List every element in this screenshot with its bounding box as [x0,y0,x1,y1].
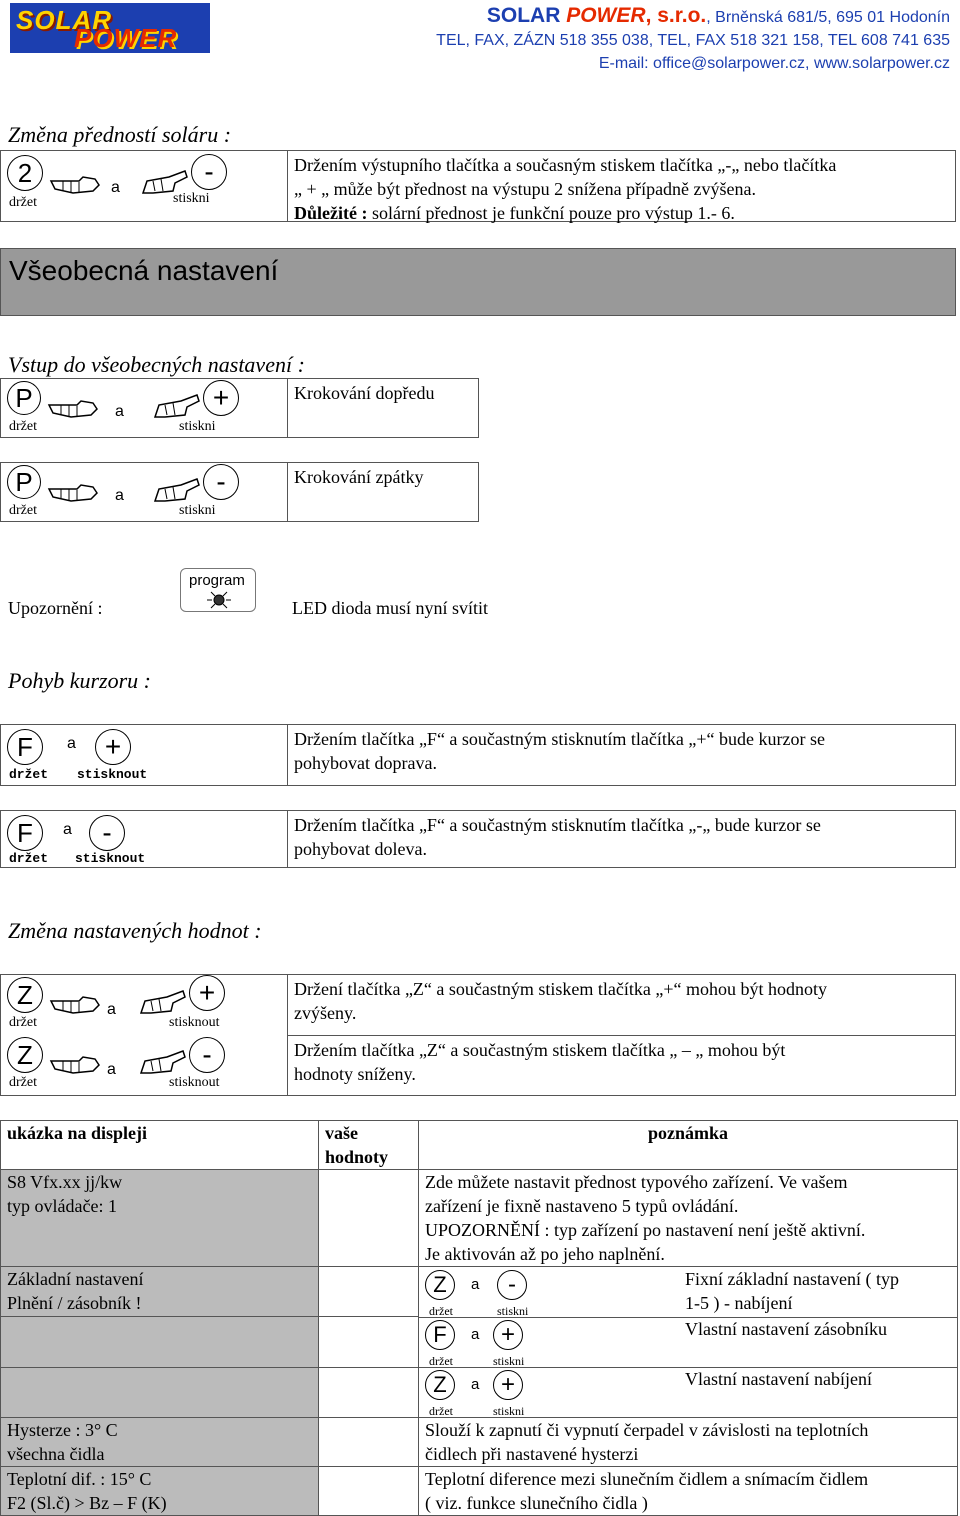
and-label: a [111,179,120,196]
cursor-left-description [287,810,956,868]
hand-hold-icon [49,993,101,1015]
sub-options-cell [419,1267,958,1418]
value-cell[interactable] [319,1418,419,1467]
col-header-values [319,1121,419,1170]
key-z-icon: Z [425,1270,455,1300]
hold-label: držet [429,1354,453,1368]
key-f-icon: F [7,729,43,765]
cursor-right-line-2: pohybovat doprava. [294,753,437,773]
logo-text-power: POWER [74,23,178,53]
section-heading-solar-priority: Změna předností soláru : [8,122,232,147]
value-cell[interactable] [319,1170,419,1267]
key-p-icon: P [7,381,41,415]
cursor-right-description [287,724,956,786]
company-name [487,4,950,28]
display-cell [1,1317,319,1367]
hold-label: držet [9,419,37,434]
company-email[interactable]: E-mail: office@solarpower.cz, www.solarpower.cz [598,55,950,72]
entry-forward-text: Krokování dopředu [287,378,479,438]
display-line: Základní nastavení [7,1269,144,1289]
hold-label: držet [429,1404,453,1418]
key-plus-icon: + [189,975,225,1011]
sub-option-text [685,1367,872,1391]
and-label: a [115,487,124,504]
hold-label: držet [9,1075,37,1090]
press-label: stiskni [493,1404,525,1418]
table-row [1,1467,958,1516]
sub-option-text [685,1317,887,1341]
important-label: Důležité : [294,203,368,223]
key-z-icon: Z [7,977,43,1013]
sub-option-line: Vlastní nastavení nabíjení [685,1369,872,1389]
hold-label: držet [9,767,49,782]
and-label: a [107,1061,116,1078]
company-solar: SOLAR [486,4,561,27]
values-keys-cell [0,974,288,1096]
sub-option-line: 1-5 ) - nabíjení [685,1293,793,1313]
hand-hold-icon [47,397,99,419]
led-icon [205,589,233,611]
hand-hold-icon [49,1053,101,1075]
company-power: POWER [566,4,646,27]
values-decrease-description [287,1035,956,1096]
notice-label: Upozornění : [8,598,103,618]
cursor-left-keys-cell [0,810,288,868]
cursor-left-line-1: Držením tlačítka „F“ a součastným stisknutím tlačítka „-„ bude kurzor se [294,815,821,835]
col-header-values-l1: vaše [325,1123,358,1143]
hold-label: držet [429,1304,453,1318]
table-row [1,1267,958,1317]
key-p-icon: P [7,465,41,499]
key-z-icon: Z [7,1037,43,1073]
hand-press-icon [151,393,203,419]
table-row [1,1418,958,1467]
value-cell[interactable] [319,1467,419,1516]
hold-label: držet [9,1015,37,1030]
solar-priority-keys-cell [0,150,288,222]
program-button-label: program [189,572,245,589]
and-label: a [471,1326,480,1343]
display-line: Hysterze : 3° C [7,1420,118,1440]
hand-hold-icon [49,173,101,195]
and-label: a [471,1276,480,1293]
sub-option-line: Fixní základní nastavení ( typ [685,1269,899,1289]
values-decrease-line-2: hodnoty sníženy. [294,1064,416,1084]
hand-press-icon [151,477,203,503]
and-label: a [67,735,76,752]
press-label: stiskni [497,1304,529,1318]
note-line: UPOZORNĚNÍ : typ zařízení po nastavení není ještě aktivní. [425,1220,866,1240]
key-plus-icon: + [95,729,131,765]
program-button [180,568,256,612]
note-line: ( viz. funkce slunečního čidla ) [425,1493,648,1513]
hand-hold-icon [47,481,99,503]
hold-label: držet [9,851,49,866]
value-cell[interactable] [319,1367,419,1417]
display-cell [1,1467,319,1516]
table-row [1,1170,958,1267]
solar-priority-line-1: Držením výstupního tlačítka a současným stiskem tlačítka „-„ nebo tlačítka [294,155,837,175]
hold-label: držet [9,503,37,518]
table-header-row [1,1121,958,1170]
key-plus-icon: + [493,1370,523,1400]
key-minus-icon: - [497,1270,527,1300]
press-label: stiskni [179,503,216,518]
key-minus-icon: - [89,815,125,851]
display-line: F2 (Sl.č) > Bz – F (K) [7,1493,167,1513]
cursor-left-line-2: pohybovat doleva. [294,839,427,859]
press-label: stiskni [173,191,210,206]
display-cell [1,1418,319,1467]
values-increase-description [287,974,956,1036]
company-suffix: , s.r.o. [645,4,707,27]
values-increase-line-2: zvýšeny. [294,1003,357,1023]
col-header-values-l2: hodnoty [325,1147,389,1167]
note-line: čidlech při nastavené hysterzi [425,1444,639,1464]
section-heading-cursor: Pohyb kurzoru : [8,668,151,693]
display-cell [1,1170,319,1267]
press-label: stisknout [169,1075,220,1090]
key-minus-icon: - [203,464,239,500]
display-line: typ ovládače: 1 [7,1196,117,1216]
and-label: a [471,1376,480,1393]
cursor-right-keys-cell [0,724,288,786]
key-minus-icon: - [189,1037,225,1073]
important-text: solární přednost je funkční pouze pro výstup 1.- 6. [367,203,735,223]
press-label: stiskni [493,1354,525,1368]
cursor-right-line-1: Držením tlačítka „F“ a součastným stisknutím tlačítka „+“ bude kurzor se [294,729,825,749]
note-line: Teplotní diference mezi slunečním čidlem a snímacím čidlem [425,1469,869,1489]
note-cell [419,1467,958,1516]
key-2-icon: 2 [7,155,43,191]
note-line: Je aktivován až po jeho naplnění. [425,1244,665,1264]
values-increase-line-1: Držení tlačítka „Z“ a součastným stiskem tlačítka „+“ mohou být hodnoty [294,979,828,999]
and-label: a [63,821,72,838]
note-cell [419,1418,958,1467]
hand-press-icon [137,1049,189,1075]
sub-option-text [685,1267,899,1315]
display-line: Plnění / zásobník ! [7,1293,142,1313]
solar-priority-description [287,150,956,222]
company-address: , Brněnská 681/5, 695 01 Hodonín [706,9,950,26]
value-cell[interactable] [319,1267,419,1317]
note-line: Zde můžete nastavit přednost typového zařízení. Ve vašem [425,1172,848,1192]
key-minus-icon: - [191,154,227,190]
company-phones: TEL, FAX, ZÁZN 518 355 038, TEL, FAX 518 321 158, TEL 608 741 635 [436,32,950,49]
display-line: S8 Vfx.xx jj/kw [7,1172,123,1192]
display-cell [1,1367,319,1417]
value-cell[interactable] [319,1317,419,1367]
press-label: stisknout [169,1015,220,1030]
solar-priority-line-2: „ + „ může být přednost na výstupu 2 snížena případně zvýšena. [294,179,757,199]
key-plus-icon: + [203,380,239,416]
general-settings-title: Všeobecná nastavení [9,255,279,286]
entry-back-keys-cell [0,462,288,522]
key-plus-icon: + [493,1320,523,1350]
sub-option-fixed [419,1267,957,1318]
display-cell [1,1267,319,1317]
col-header-note: poznámka [419,1121,958,1170]
note-line: Slouží k zapnutí či vypnutí čerpadel v závislosti na teplotních [425,1420,869,1440]
hand-press-icon [137,989,189,1015]
settings-table [0,1120,958,1516]
sub-option-line: Vlastní nastavení zásobníku [685,1319,887,1339]
solar-priority-line-3 [294,201,949,225]
note-line: zařízení je fixně nastaveno 5 typů ovládání. [425,1196,739,1216]
key-f-icon: F [425,1320,455,1350]
notice-text: LED dioda musí nyní svítit [292,598,488,618]
key-z-icon: Z [425,1370,455,1400]
sub-option-charging [419,1367,957,1417]
section-heading-values: Změna nastavených hodnot : [8,918,262,943]
entry-forward-keys-cell [0,378,288,438]
press-label: stisknout [75,851,146,866]
note-cell [419,1170,958,1267]
key-f-icon: F [7,815,43,851]
col-header-display: ukázka na displeji [1,1121,319,1170]
display-line: Teplotní dif. : 15° C [7,1469,152,1489]
logo-text-solar: SOLAR [16,5,112,35]
hold-label: držet [9,195,37,210]
press-label: stisknout [77,767,148,782]
sub-option-storage [419,1317,957,1368]
values-decrease-line-1: Držením tlačítka „Z“ a součastným stiskem tlačítka „ – „ mohou být [294,1040,786,1060]
display-line: všechna čidla [7,1444,105,1464]
company-logo [10,3,210,53]
entry-back-text: Krokování zpátky [287,462,479,522]
and-label: a [107,1001,116,1018]
press-label: stiskni [179,419,216,434]
section-heading-entry: Vstup do všeobecných nastavení : [8,352,305,377]
and-label: a [115,403,124,420]
general-settings-band [0,248,956,316]
